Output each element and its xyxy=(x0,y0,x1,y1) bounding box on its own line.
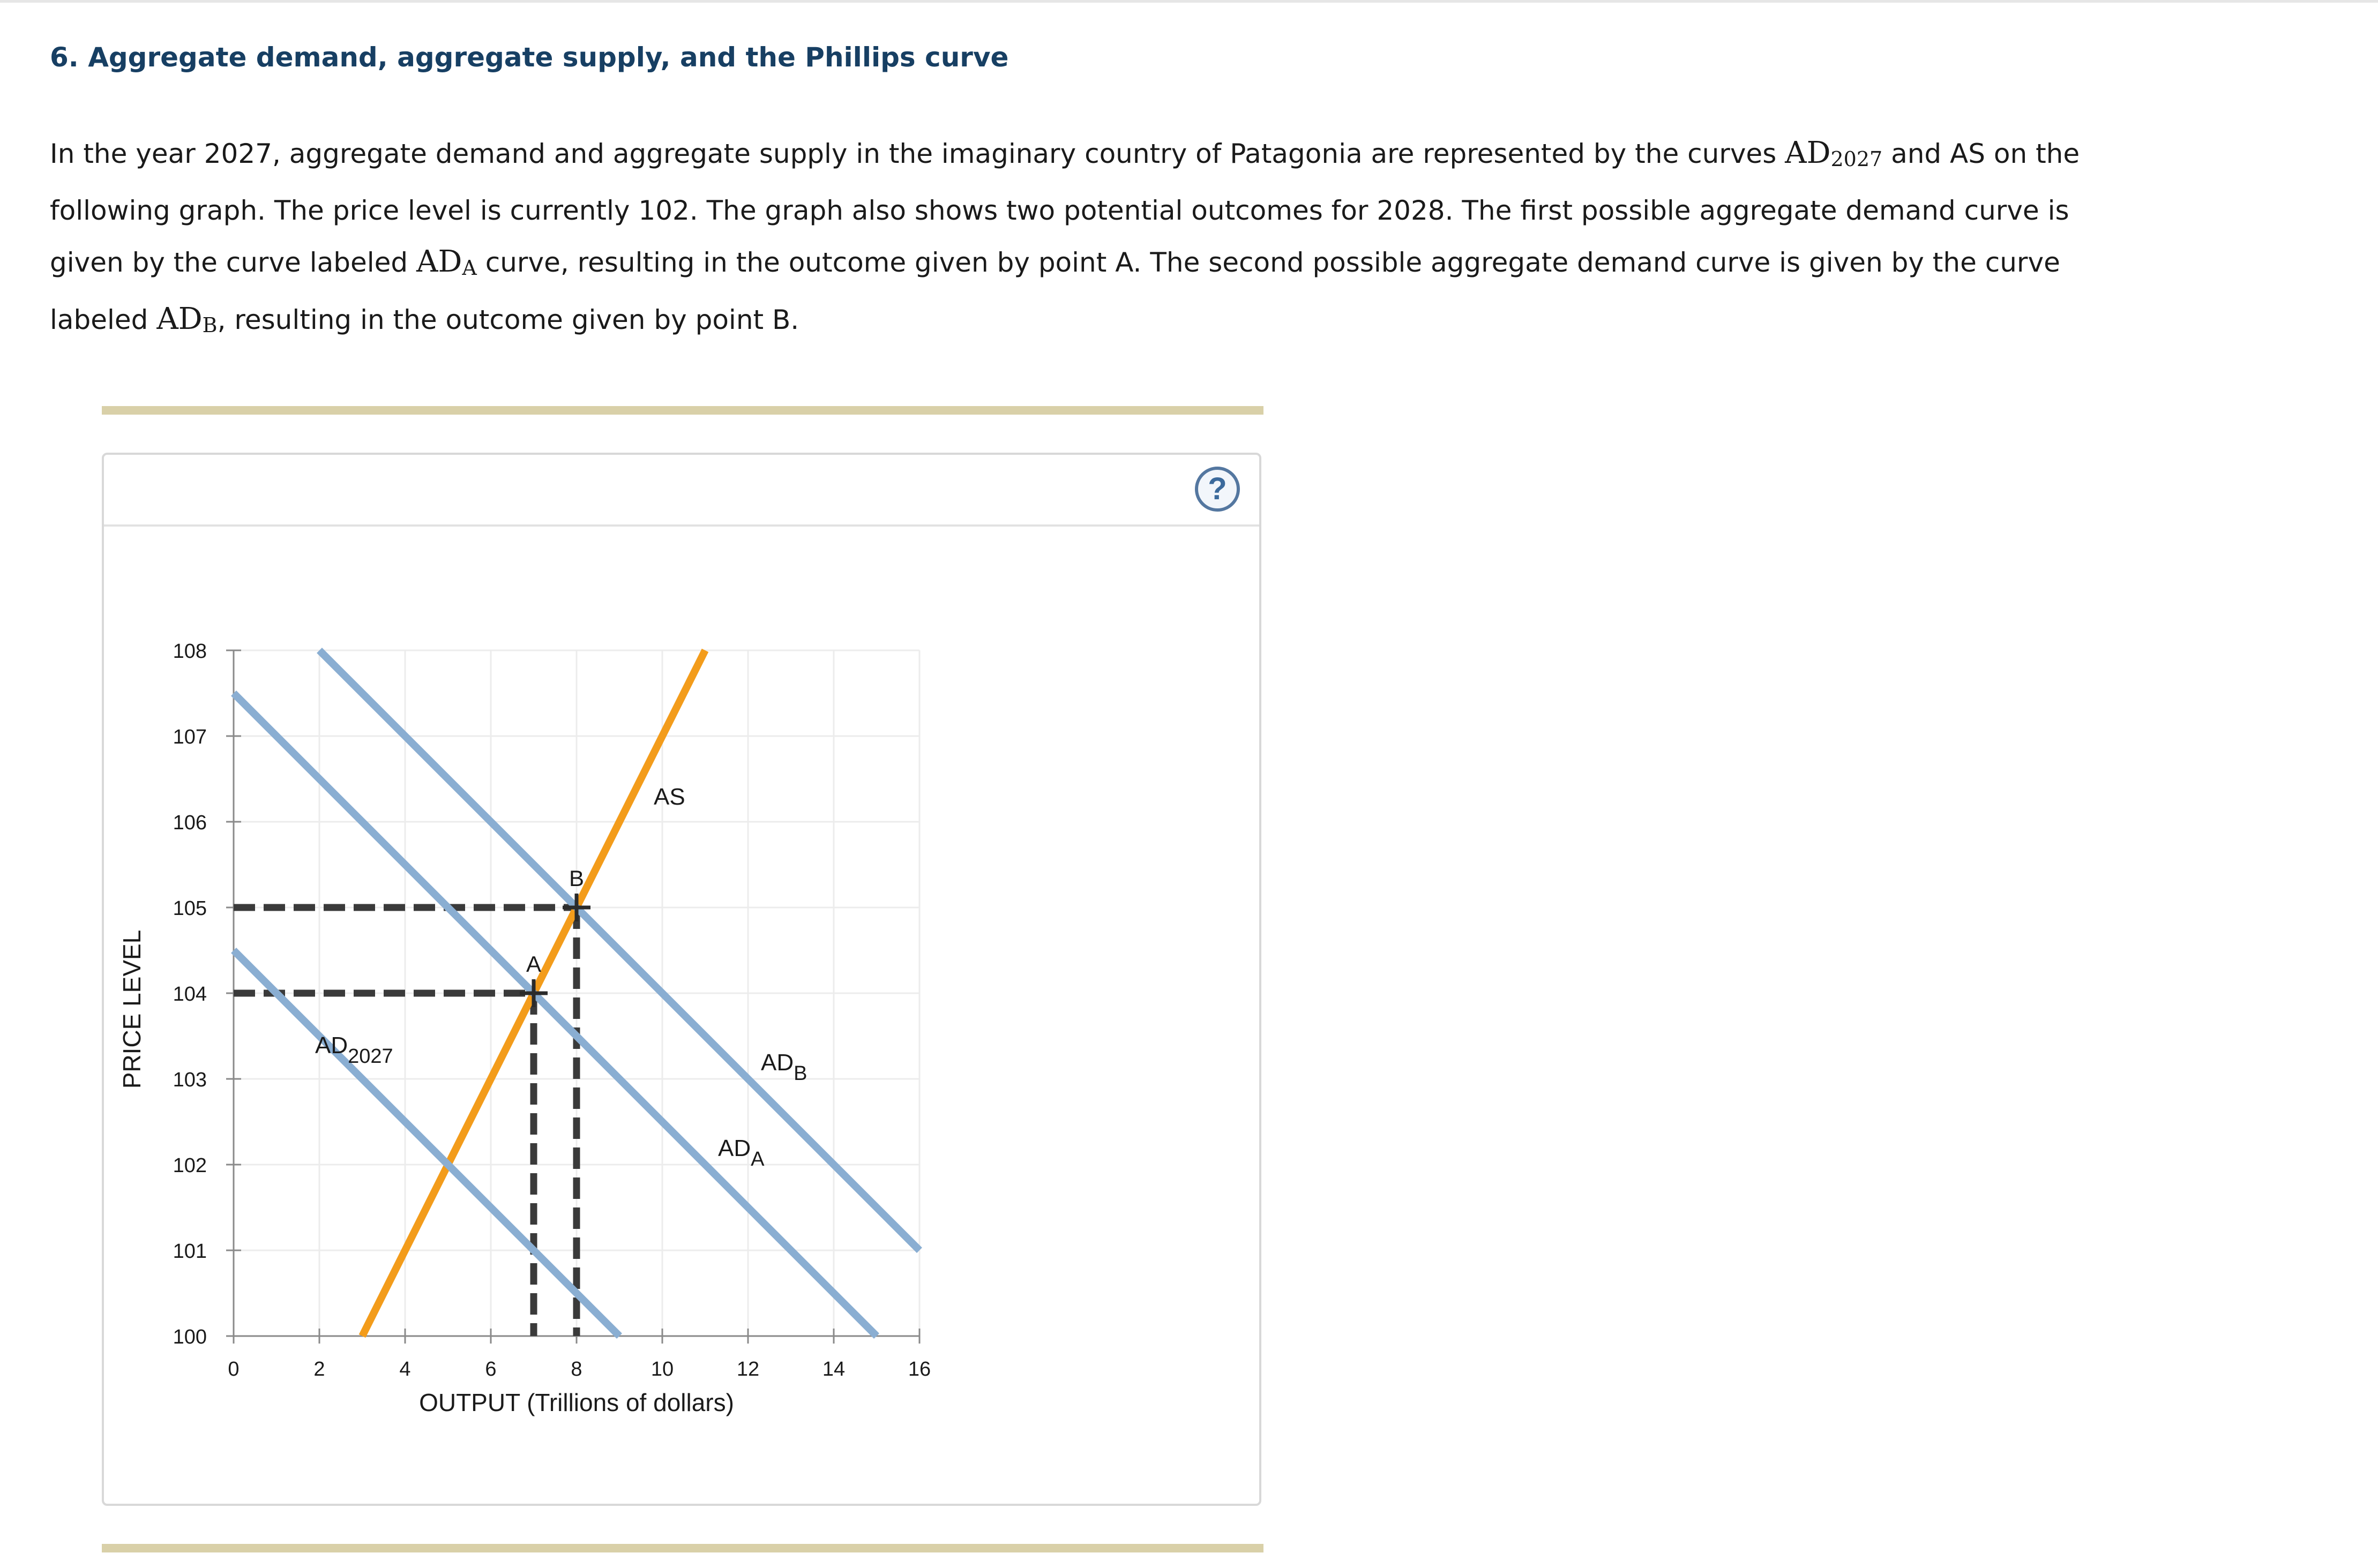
curve-ad2027 xyxy=(234,950,619,1336)
y-tick-label: 102 xyxy=(173,1154,207,1177)
x-tick-label: 16 xyxy=(908,1358,931,1381)
curve-label-ada: ADA xyxy=(718,1135,765,1171)
x-tick-label: 12 xyxy=(736,1358,760,1381)
point-a-label: A xyxy=(526,951,542,977)
x-tick-label: 10 xyxy=(650,1358,674,1381)
ada-symbol: $AD_A$ xyxy=(416,244,477,280)
y-tick-label: 106 xyxy=(173,812,207,834)
x-tick-label: 6 xyxy=(485,1358,497,1381)
y-axis-title: PRICE LEVEL xyxy=(118,929,146,1089)
curve-label-adb: ADB xyxy=(761,1049,807,1085)
x-axis-title: OUTPUT (Trillions of dollars) xyxy=(419,1389,734,1416)
y-tick-label: 103 xyxy=(173,1069,207,1091)
curve-label-ad2027: AD2027 xyxy=(315,1032,393,1068)
y-tick-label: 105 xyxy=(173,897,207,920)
curve-label-as: AS xyxy=(654,784,685,810)
adb-symbol: $AD_B$ xyxy=(156,302,218,337)
top-divider xyxy=(0,0,2378,3)
x-tick-label: 8 xyxy=(571,1358,582,1381)
graph-panel xyxy=(102,453,1261,1506)
y-tick-label: 101 xyxy=(173,1240,207,1263)
curve-adb xyxy=(319,650,919,1250)
graph-bottom-bar xyxy=(102,1544,1263,1552)
y-tick-label: 107 xyxy=(173,726,207,748)
y-tick-label: 108 xyxy=(173,640,207,663)
curve-ada xyxy=(234,693,877,1336)
question-title: 6. Aggregate demand, aggregate supply, and the Phillips curve xyxy=(50,42,1009,73)
help-button[interactable]: ? xyxy=(1195,467,1240,512)
x-tick-label: 2 xyxy=(313,1358,325,1381)
ad-as-graph[interactable] xyxy=(104,455,1259,1504)
point-b-label: B xyxy=(569,866,585,891)
y-tick-label: 100 xyxy=(173,1326,207,1348)
graph-top-bar xyxy=(102,406,1263,415)
x-tick-label: 14 xyxy=(822,1358,846,1381)
question-text: In the year 2027, aggregate demand and aggregate supply in the imaginary country of Patagonia are represented by the curves $AD_{2027}$ and AS on the following graph. The price level is currently 102. The graph also shows two potential outcomes for 2028. The first possible aggregate demand curve is given by the curve labeled $AD_A$ curve, resulting in the outcome given by point A. The second possible aggregate demand curve is given by the curve labeled $AD_B$, resulting in the outcome given by point B. xyxy=(50,136,2080,337)
y-tick-label: 104 xyxy=(173,983,207,1006)
x-tick-label: 0 xyxy=(228,1358,240,1381)
x-tick-label: 4 xyxy=(399,1358,411,1381)
ad2027-symbol: $AD_{2027}$ xyxy=(1785,136,1883,171)
